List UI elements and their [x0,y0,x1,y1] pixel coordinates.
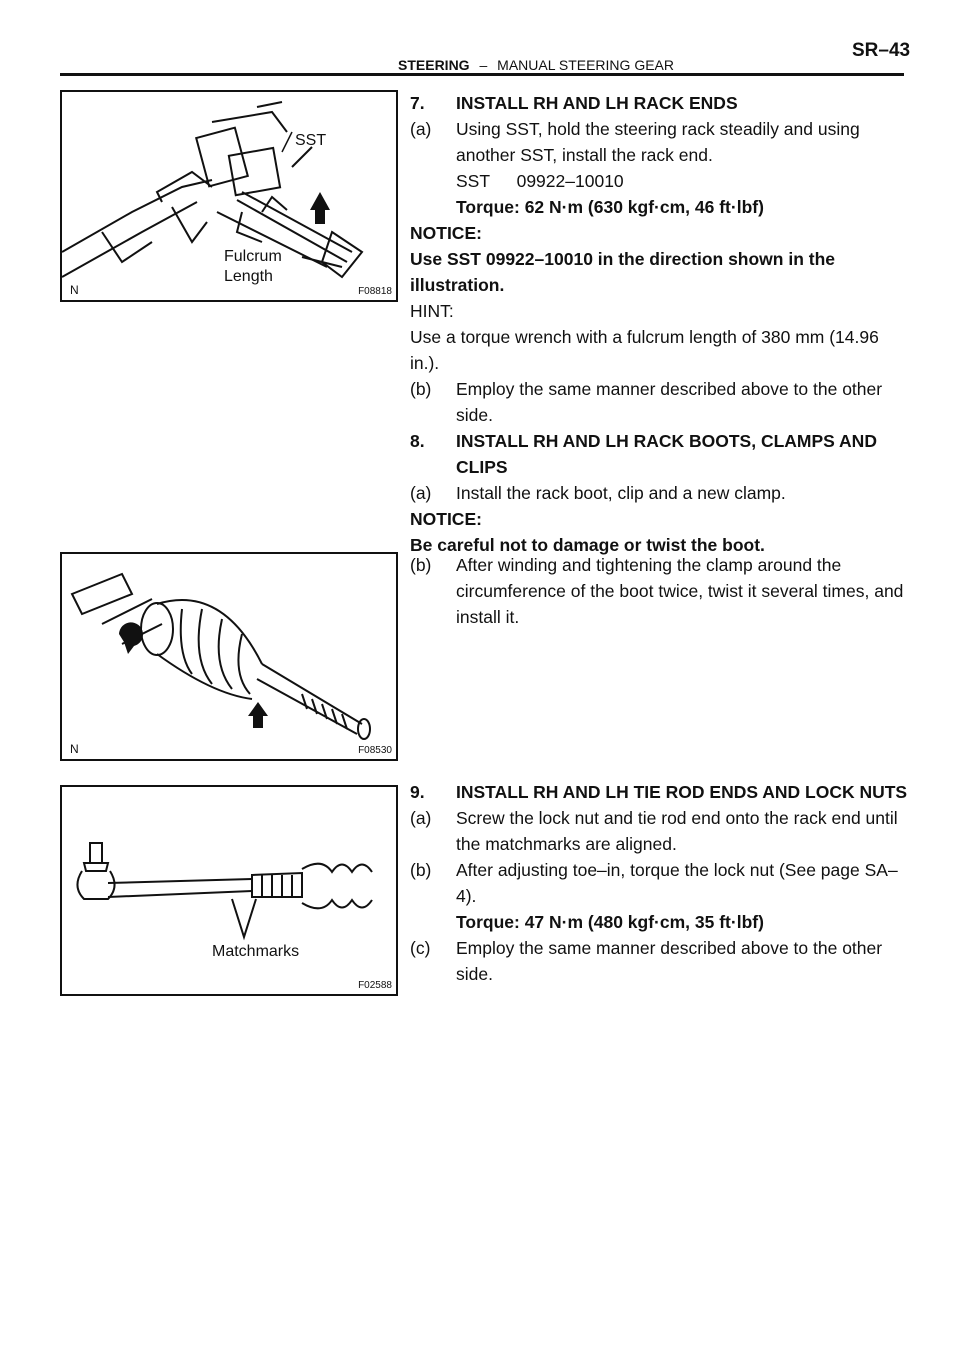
substep-text: After winding and tightening the clamp around the circumference of the boot twice, twist it several times, and install it. [456,555,904,627]
section-name: STEERING [398,57,470,73]
label-length: Length [224,268,273,285]
substep-text: Screw the lock nut and tie rod end onto the rack end until the matchmarks are aligned. [456,808,898,854]
notice-label: NOTICE: [410,509,482,529]
substep-text: Using SST, hold the steering rack steadily and using another SST, install the rack end. [456,119,860,165]
torque-spec: Torque: 62 N·m (630 kgf·cm, 46 ft·lbf) [456,197,764,217]
substep-key: (a) [410,808,432,828]
substep-key: (b) [410,555,432,575]
substep-key: (a) [410,483,432,503]
step-8b-block [410,552,910,630]
step-9-block [410,779,910,987]
step-title: INSTALL RH AND LH TIE ROD ENDS AND LOCK NUTS [456,782,908,802]
steps-7-8 [410,90,910,558]
sst-number: 09922–10010 [516,171,624,191]
substep-text: After adjusting toe–in, torque the lock nut (See page SA–4). [456,860,898,906]
step-8b [410,552,910,630]
substep-text: Employ the same manner described above to the other side. [456,379,883,425]
section-title [398,57,674,73]
label-fulcrum: Fulcrum [224,248,282,265]
step-7a [410,116,910,168]
notice-text: Be careful not to damage or twist the boot. [410,535,765,555]
step-number: 9. [410,782,425,802]
figure-code: F08818 [358,286,392,297]
header-rule [60,73,904,76]
sst-label: SST [456,171,490,191]
label-matchmarks: Matchmarks [212,943,300,960]
figure-n-mark: N [70,283,79,297]
step-number: 8. [410,431,425,451]
substep-text: Employ the same manner described above to the other side. [456,938,883,984]
figure-rack-boot [60,552,398,761]
section-separator: – [479,57,488,73]
notice-text: Use SST 09922–10010 in the direction shown in the illustration. [410,249,836,295]
rack-boot-illustration [62,554,396,759]
step-7-heading [410,90,910,116]
step-title: INSTALL RH AND LH RACK BOOTS, CLAMPS AND CLIPS [456,431,877,477]
hint-label: HINT: [410,301,454,321]
step-title: INSTALL RH AND LH RACK ENDS [456,93,738,113]
figure-code: F08530 [358,745,392,756]
step-9a [410,805,910,857]
step-9c [410,935,910,987]
step-9-heading [410,779,910,805]
sst-line [456,168,910,194]
figure-n-mark: N [70,742,79,756]
substep-key: (a) [410,119,432,139]
notice-label: NOTICE: [410,223,482,243]
step-9b [410,857,910,909]
torque-spec: Torque: 47 N·m (480 kgf·cm, 35 ft·lbf) [456,912,764,932]
figure-rack-end-sst [60,90,398,302]
substep-text: Install the rack boot, clip and a new clamp. [456,483,786,503]
substep-key: (c) [410,938,431,958]
figure-tie-rod-end [60,785,398,996]
substep-key: (b) [410,379,432,399]
subsection-name: MANUAL STEERING GEAR [497,57,675,73]
tie-rod-illustration [62,787,396,994]
hint-text: Use a torque wrench with a fulcrum length of 380 mm (14.96 in.). [410,327,879,373]
step-8a [410,480,910,506]
figure-code: F02588 [358,980,392,991]
step-number: 7. [410,93,425,113]
label-sst: SST [295,132,327,149]
page-number: SR–43 [852,40,911,61]
substep-key: (b) [410,860,432,880]
step-7b [410,376,910,428]
step-8-heading [410,428,910,480]
